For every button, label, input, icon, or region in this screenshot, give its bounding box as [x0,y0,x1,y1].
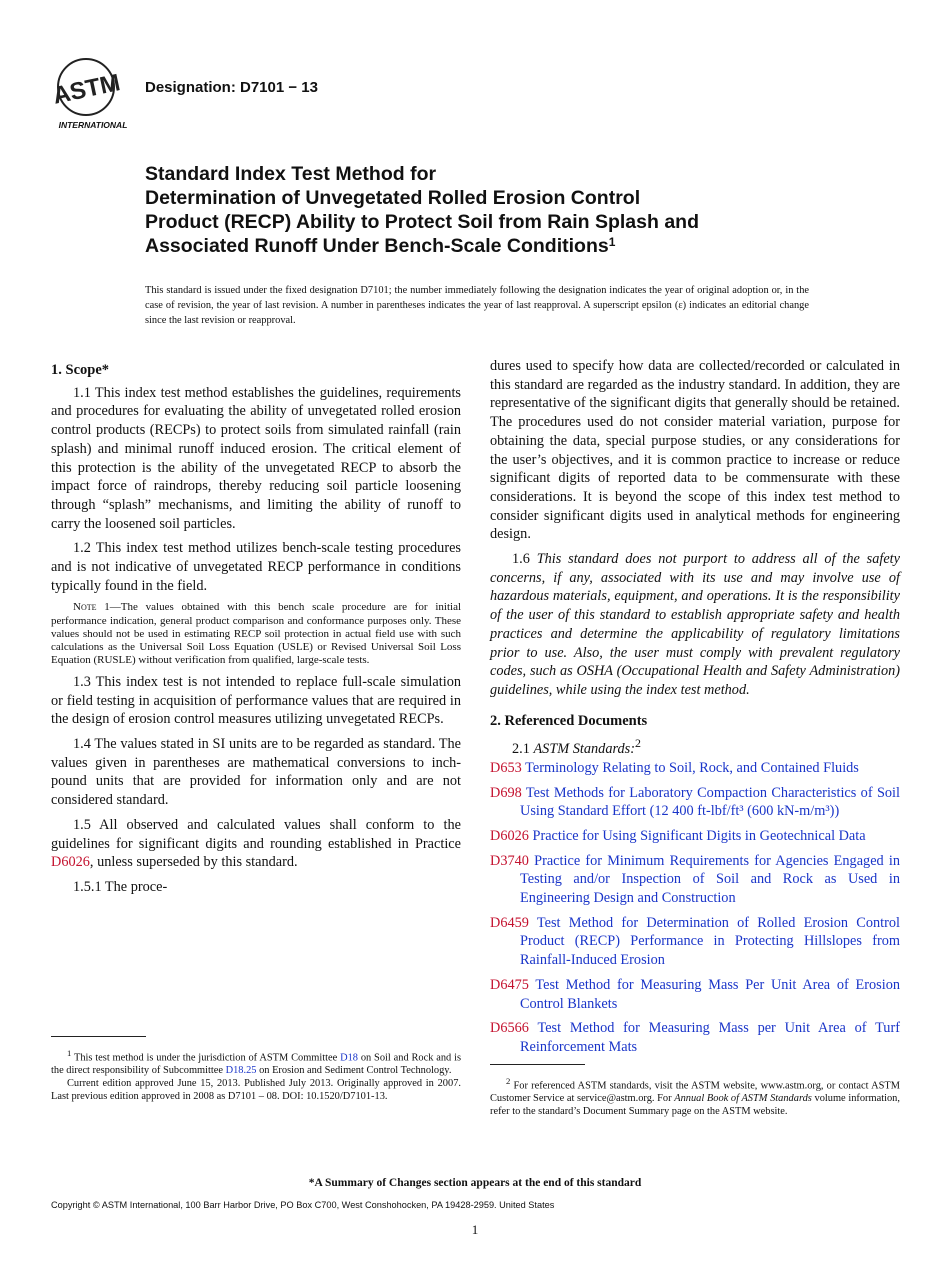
paragraph-1-3: 1.3 This index test is not intended to replace full-scale simulation or field testing in acquisition of performance values that are required in the design of erosion control measures utilizing unvegetated RECPs. [51,673,461,728]
paragraph-1-1: 1.1 This index test method establishes the guidelines, requirements and procedures for evaluating the ability of unvegetated rolled erosion control products (RECPs) to protect soils from simulated rainfall (rain splash) and minimal runoff induced erosion. The critical element of this protection is the ability of the unvegetated RECP to absorb the impact force of raindrops, thereby reducing soil particle loosening through “splash” mechanisms, and limiting the ability of runoff to carry the loosened soil particles. [51,384,461,532]
paragraph-1-5-1-continued: dures used to specify how data are collected/recorded or calculated in this standard are regarded as the industry standard. In addition, they are representative of the significant digits that generally should be retained. The procedures used do not consider material variation, purpose for obtaining the data, special purpose studies, or any considerations for the user’s objectives, and it is common practice to increase or reduce significant digits of reported data to be commensurate with these considerations. It is beyond the scope of this index test method to consider significant digits used in analytical methods for engineering design. [490,358,900,543]
title-line: Product (RECP) Ability to Protect Soil from Rain Splash and [145,211,699,233]
reference-item[interactable]: D653 Terminology Relating to Soil, Rock, and Contained Fluids [490,759,859,776]
svg-text:INTERNATIONAL: INTERNATIONAL [58,120,128,130]
copyright: Copyright © ASTM International, 100 Barr Harbor Drive, PO Box C700, West Conshohocken, PA 19428-2959. United States [51,1200,555,1210]
footnote-rule [490,1064,585,1065]
reference-list [490,759,900,1057]
reference-item[interactable]: D698 Test Methods for Laboratory Compaction Characteristics of Soil Using Standard Effort (12 400 ft-lbf/ft³ (600 kN-m/m³)) [490,784,900,820]
paragraph-1-2: 1.2 This index test method utilizes bench-scale testing procedures and is not indicative of unvegetated RECP performance in conditions typically found in the field. [51,540,461,594]
paragraph-1-5-1: 1.5.1 The proce- [73,878,168,895]
paragraph-1-4: 1.4 The values stated in SI units are to be regarded as standard. The values given in parentheses are mathematical conversions to inch-pound units that are provided for information only and are not considered standard. [51,736,461,809]
footnote-2: $^2$ For referenced ASTM standards, visit the ASTM website, www.astm.org, or contact ASTM Customer Service at service@astm.org. For Annual Book of ASTM Standards volume information, refer to the standard’s Document Summary page on the ASTM website. [490,1076,900,1118]
svg-text:ASTM: ASTM [50,69,123,110]
page-number: 1 [471,1222,479,1237]
designation: Designation: D7101 − 13 [145,79,318,96]
title-line: Standard Index Test Method for [145,163,437,185]
title-footnote-ref[interactable]: 1 [608,235,616,249]
note-1 [51,601,461,666]
reference-item[interactable]: D6566 Test Method for Measuring Mass per Unit Area of Turf Reinforcement Mats [490,1020,900,1055]
link-d18-25[interactable]: D18.25 [225,1065,257,1077]
astm-standards-label: 2.1 ASTM Standards:$^2$ [512,736,641,758]
left-column [51,361,461,897]
reference-item[interactable]: D6475 Test Method for Measuring Mass Per Unit Area of Erosion Control Blankets [490,976,900,1012]
section-heading-scope: 1. Scope* [51,362,109,378]
footnote-rule [51,1036,146,1037]
right-column [490,357,900,1063]
reference-item[interactable]: D6026 Practice for Using Significant Digits in Geotechnical Data [490,827,866,844]
link-d6026[interactable]: D6026 [51,854,90,871]
note-label: Note 1 [73,601,110,614]
paragraph-1-6: 1.6 This standard does not purport to address all of the safety concerns, if any, associated with its use and may involve use of hazardous materials, equipment, and operations. It is the responsibility of the user of this standard to establish appropriate safety and health practices and determine the applicability of regulatory limitations prior to use. Also, the user must comply with prevalent regulatory codes, such as OSHA (Occupational Health and Safety Administration) guidelines, while using the index test method. [490,551,900,698]
reference-item[interactable]: D6459 Test Method for Determination of Rolled Erosion Control Product (RECP) Performance in Protecting Hillslopes from Rainfall-Induced Erosion [490,914,900,969]
section-heading-references: 2. Referenced Documents [490,712,648,729]
reference-item[interactable]: D3740 Practice for Minimum Requirements for Agencies Engaged in Testing and/or Inspection of Soil and Rock as Used in Engineering Design and Construction [490,852,901,907]
title-line: Associated Runoff Under Bench-Scale Conditions$^1$ [145,235,616,257]
astm-logo-icon [50,57,136,133]
title-line: Determination of Unvegetated Rolled Erosion Control [145,187,641,209]
astm-logo [50,57,136,133]
issuance-note: This standard is issued under the fixed designation D7101; the number immediately following the designation indicates the year of original adoption or, in the case of revision, the year of last revision. A number in parentheses indicates the year of last reapproval. A superscript epsilon (ε) indicates an editorial change since the last revision or reapproval. [145,285,809,326]
note-text: —The values obtained with this bench scale procedure are for initial performance indication, general product comparison and conformance purposes only. These values should not be used in estimating RECP soil protection in actual field use with such calculations as the Universal Soil Loss Equation (USLE) or Revised Universal Soil Loss Equation (RUSLE) without verification from qualified, large-scale tests. [51,601,462,666]
document-title [145,162,865,258]
link-d18[interactable]: D18 [340,1052,358,1064]
summary-of-changes-note: *A Summary of Changes section appears at the end of this standard [308,1177,642,1189]
footnote-edition: Current edition approved June 15, 2013. Published July 2013. Originally approved in 2007. Last previous edition approved in 2008 as D7101 – 08. DOI: 10.1520/D7101-13. [51,1078,461,1103]
footnote-1: $^1$ This test method is under the jurisdiction of ASTM Committee D18 on Soil and Rock and is the direct responsibility of Subcommittee D18.25 on Erosion and Sediment Control Technology. Current edition approved June 15, 2013. Published July 2013. Originally approved in 2007. Last previous edition approved in 2008 as D7101 – 08. DOI: 10.1520/D7101-13. [51,1048,461,1103]
paragraph-1-5: 1.5 All observed and calculated values shall conform to the guidelines for significant digits and rounding established in Practice D6026, unless superseded by this standard. [51,816,461,871]
